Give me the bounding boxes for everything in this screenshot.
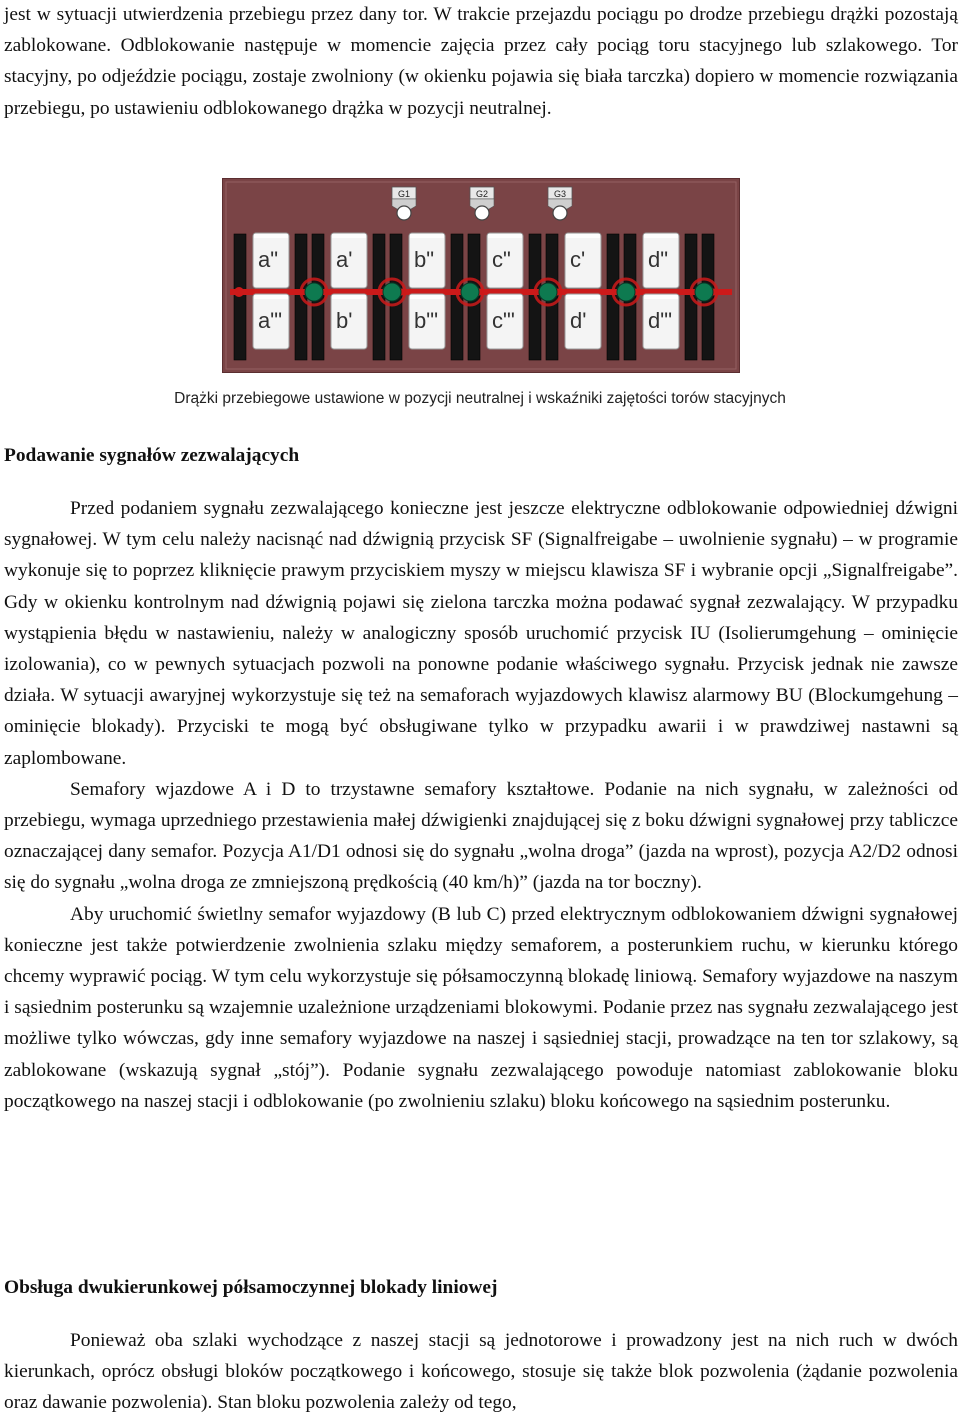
section-body xyxy=(4,493,958,1117)
route-key-top-5[interactable] xyxy=(565,233,601,288)
paragraph-2: Przed podaniem sygnału zezwalającego konieczne jest jeszcze elektryczne odblokowanie odpowiedniej dźwigni sygnałowej. W tym celu należy nacisnąć nad dźwignią przycisk SF (Signalfreigabe – uwolnienie sygnału) – w programie wykonuje się to poprzez kliknięcie prawym przyciskiem myszy w miejscu klawisza SF i wybranie opcji „Signalfreigabe”. Gdy w okienku kontrolnym nad dźwignią pojawi się zielona tarczka można podawać sygnał zezwalający. W przypadku wystąpienia błędu w nastawieniu, należy w analogiczny sposób uruchomić przycisk IU (Isolierumgehung – ominięcie izolowania), co w pewnych sytuacjach pozwoli na ponowne podanie właściwego sygnału. Przycisk jednak nie zawsze działa. W sytuacji awaryjnej wykorzystuje się też na semaforach wyjazdowych klawisz alarmowy BU (Blockumgehung – ominięcie blokady). Przyciski te mogą być obsługiwane tylko w przypadku awarii i w prawdziwej nastawni są zaplombowane. xyxy=(4,498,958,769)
track-indicator-label: G3 xyxy=(553,189,567,199)
route-key-label: a' xyxy=(336,247,353,272)
route-key-label: b"' xyxy=(414,308,439,333)
route-indicator-lamp xyxy=(617,283,635,301)
route-indicator-lamp xyxy=(695,283,713,301)
paragraph-1: jest w sytuacji utwierdzenia przebiegu przez dany tor. W trakcie przejazdu pociągu po drodze przebiegu drążki pozostają zablokowane. Odblokowanie następuje w momencie zajęcia przez cały pociąg toru stacyjnego lub szlakowego. Tor stacyjny, po odjeździe pociągu, zostaje zwolniony (w okienku pojawia się biała tarczka) dopiero w momencie rozwiązania przebiegu, po ustawieniu odblokowanego drążka w pozycji neutralnej. xyxy=(4,4,958,119)
paragraph-5: Ponieważ oba szlaki wychodzące z naszej stacji są jednotorowe i prowadzony jest na nich ruch w dwóch kierunkach, oprócz obsługi bloków początkowego i końcowego, stosuje się także blok pozwolenia (żądanie pozwolenia oraz dawanie pozwolenia). Stan bloku pozwolenia zależy od tego, xyxy=(4,1330,958,1414)
paragraph-3: Semafory wjazdowe A i D to trzystawne semafory kształtowe. Podanie na nich sygnału, w zależności od przebiegu, wymaga uprzedniego przestawienia małej dźwigienki znajdującej się z boku dźwigni sygnałowej przy tabliczce oznaczającej dany semafor. Pozycja A1/D1 odnosi się do sygnału „wolna droga” (jazda na wprost), pozycja A2/D2 odnosi się do sygnału „wolna droga ze zmniejszoną prędkością (40 km/h)” (jazda na tor boczny). xyxy=(4,778,958,894)
occupancy-lamp xyxy=(475,206,489,220)
route-key-top-4[interactable] xyxy=(487,233,523,288)
route-key-bottom-3[interactable] xyxy=(409,294,445,349)
route-lever-panel-figure xyxy=(222,178,740,373)
route-key-bottom-5[interactable] xyxy=(565,294,601,349)
route-key-bottom-6[interactable] xyxy=(643,294,679,349)
route-key-top-2[interactable] xyxy=(331,233,367,288)
route-key-label: a" xyxy=(258,247,279,272)
route-key-label: a"' xyxy=(258,308,283,333)
route-key-top-3[interactable] xyxy=(409,233,445,288)
paragraph-4: Aby uruchomić świetlny semafor wyjazdowy (B lub C) przed elektrycznym odblokowaniem dźwigni sygnałowej konieczne jest także potwierdzenie zwolnienia szlaku między semaforem, a posterunkiem ruchu, w kierunku którego chcemy wyprawić pociąg. W tym celu wykorzystuje się półsamoczynną blokadę liniową. Semafory wyjazdowe na naszym i sąsiednim posterunku są wzajemnie uzależnione urządzeniami blokowymi. Podanie przez nas sygnału zezwalającego jest możliwe tylko wówczas, gdy inne semafory wyjazdowe na naszej i sąsiedniej stacji, prowadzące na ten tor szlakowy, są zablokowane (wskazują sygnał „stój”). Podanie sygnału zezwalającego powoduje natomiast zablokowanie bloku początkowego na naszej stacji i odblokowanie (po zwolnieniu szlaku) bloku końcowego na sąsiednim posterunku. xyxy=(4,903,958,1112)
occupancy-lamp xyxy=(397,206,411,220)
lever-slot xyxy=(234,234,246,360)
route-key-label: d"' xyxy=(648,308,673,333)
section-blockade-body xyxy=(4,1325,958,1419)
route-indicator-lamp xyxy=(383,283,401,301)
route-key-label: c" xyxy=(492,247,511,272)
route-indicator-lamp xyxy=(539,283,557,301)
route-key-top-6[interactable] xyxy=(643,233,679,288)
route-key-bottom-2[interactable] xyxy=(331,294,367,349)
route-node xyxy=(234,287,244,297)
heading-blockade: Obsługa dwukierunkowej półsamoczynnej blokady liniowej xyxy=(4,1277,498,1298)
route-key-label: d' xyxy=(570,308,587,333)
route-key-label: b' xyxy=(336,308,353,333)
route-key-label: c' xyxy=(570,247,586,272)
route-key-label: b" xyxy=(414,247,435,272)
route-lever-panel xyxy=(222,178,740,373)
route-key-label: c"' xyxy=(492,308,516,333)
heading-signals: Podawanie sygnałów zezwalających xyxy=(4,445,300,466)
section-signals xyxy=(4,440,958,471)
route-key-label: d" xyxy=(648,247,669,272)
route-key-top-1[interactable] xyxy=(253,233,289,288)
occupancy-lamp xyxy=(553,206,567,220)
track-indicator-label: G1 xyxy=(397,189,411,199)
route-key-bottom-1[interactable] xyxy=(253,294,289,349)
route-indicator-lamp xyxy=(461,283,479,301)
section-blockade xyxy=(4,1272,958,1303)
route-indicator-lamp xyxy=(305,283,323,301)
figure-caption: Drążki przebiegowe ustawione w pozycji neutralnej i wskaźniki zajętości torów stacyjnych xyxy=(174,390,786,407)
route-key-bottom-4[interactable] xyxy=(487,294,523,349)
track-indicator-label: G2 xyxy=(475,189,489,199)
